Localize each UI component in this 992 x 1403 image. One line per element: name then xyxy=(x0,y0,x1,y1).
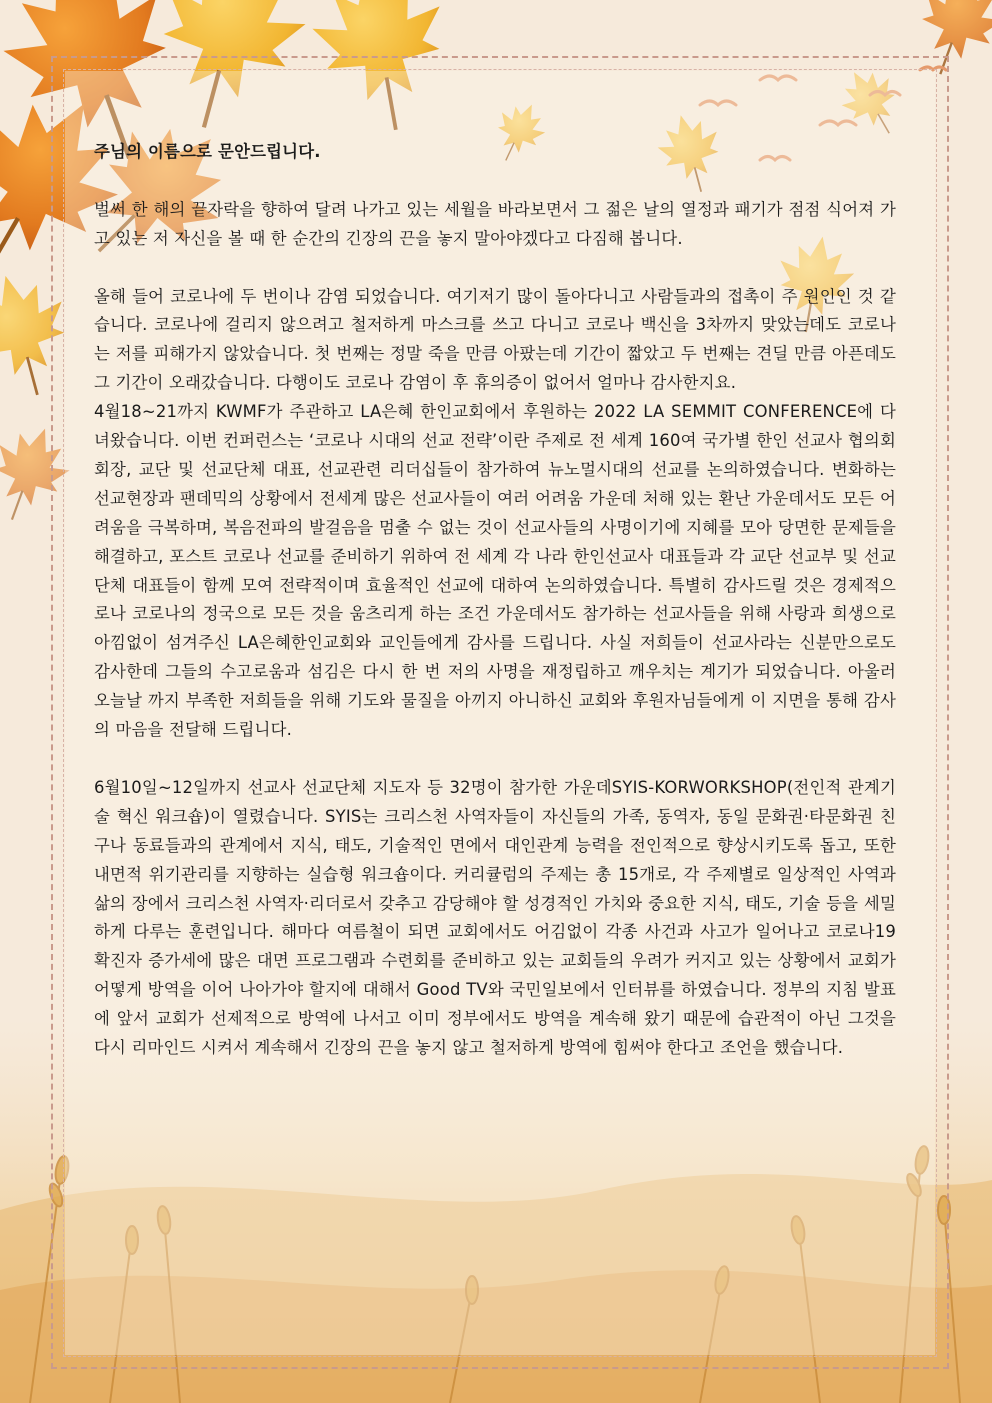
paragraph-year-end: 벌써 한 해의 끝자락을 향하여 달려 나가고 있는 세월을 바라보면서 그 젊은 날의 열정과 패기가 점점 식어져 가고 있는 저 자신을 볼 때 한 순간의 긴장의 끈을 놓지 말아야겠다고 다짐해 봅니다. xyxy=(94,199,896,248)
paragraph-conference: 4월18~21까지 KWMF가 주관하고 LA은혜 한인교회에서 후원하는 2022 LA SEMMIT CONFERENCE에 다녀왔습니다. 이번 컨퍼런스는 ‘코로나 시대의 선교 전략’이란 주제로 전 세계 160여 국가별 한인 선교사 협의회 회장, 교단 및 선교단체 대표, 선교관련 리더십들이 참가하여 뉴노멀시대의 선교를 논의하였습니다. 변화하는 선교현장과 팬데믹의 상황에서 전세계 많은 선교사들이 여러 어려움 가운데 처해 있는 환난 가운데서도 모든 어려움을 극복하며, 복음전파의 발걸음을 멈출 수 없는 것이 선교사들의 사명이기에 지혜를 모아 당면한 문제들을 해결하고, 포스트 코로나 선교를 준비하기 위하여 전 세계 각 나라 한인선교사 대표들과 각 교단 선교부 및 선교단체 대표들이 함께 모여 전략적이며 효율적인 선교에 대하여 논의하였습니다. 특별히 감사드릴 것은 경제적으로나 코로나의 정국으로 모든 것을 움츠리게 하는 조건 가운데서도 참가하는 선교사들을 위해 사랑과 희생으로 아낌없이 섬겨주신 LA은혜한인교회와 교인들에게 감사를 드립니다. 사실 저희들이 선교사라는 신분만으로도 감사한데 그들의 수고로움과 섬김은 다시 한 번 저의 사명을 재정립하고 깨우치는 계기가 되었습니다. 아울러 오늘날 까지 부족한 저희들을 위해 기도와 물질을 아끼지 아니하신 교회와 후원자님들에게 이 지면을 통해 감사의 마음을 전달해 드립니다. xyxy=(94,402,896,740)
greeting-line: 주님의 이름으로 문안드립니다. xyxy=(94,142,321,161)
letter-body xyxy=(94,138,896,1063)
paragraph-covid: 올해 들어 코로나에 두 번이나 감염 되었습니다. 여기저기 많이 돌아다니고 사람들과의 접촉이 주 원인인 것 같습니다. 코로나에 걸리지 않으려고 철저하게 마스크를 쓰고 다니고 코로나 백신을 3차까지 맞았는데도 코로나는 저를 피해가지 않았습니다. 첫 번째는 정말 죽을 만큼 아팠는데 기간이 짧았고 두 번째는 견딜 만큼 아픈데도 그 기간이 오래갔습니다. 다행이도 코로나 감염이 후 휴의증이 없어서 얼마나 감사한지요. xyxy=(94,286,896,393)
paragraph-workshop: 6월10일~12일까지 선교사 선교단체 지도자 등 32명이 참가한 가운데SYIS-KORWORKSHOP(전인적 관계기술 혁신 워크숍)이 열렸습니다. SYIS는 크리스천 사역자들이 자신들의 가족, 동역자, 동일 문화권·타문화권 친구나 동료들과의 관계에서 지식, 태도, 기술적인 면에서 대인관계 능력을 전인적으로 향상시키도록 돕고, 또한 내면적 위기관리를 지향하는 실습형 워크숍이다. 커리큘럼의 주제는 총 15개로, 각 주제별로 일상적인 사역과 삶의 장에서 크리스천 사역자·리더로서 갖추고 감당해야 할 성경적인 가치와 중요한 지식, 태도, 기술 등을 세밀하게 다루는 훈련입니다. 해마다 여름철이 되면 교회에서도 어김없이 각종 사건과 사고가 일어나고 코로나19 확진자 증가세에 많은 대면 프로그램과 수련회를 준비하고 있는 교회들의 우려가 커지고 있는 상황에서 교회가 어떻게 방역을 이어 나아가야 할지에 대해서 Good TV와 국민일보에서 인터뷰를 하였습니다. 정부의 지침 발표에 앞서 교회가 선제적으로 방역에 나서고 이미 정부에서도 방역을 계속해 왔기 때문에 습관적이 아닌 그것을 다시 리마인드 시켜서 계속해서 긴장의 끈을 놓지 않고 철저하게 방역에 힘써야 한다고 조언을 했습니다. xyxy=(94,777,896,1058)
